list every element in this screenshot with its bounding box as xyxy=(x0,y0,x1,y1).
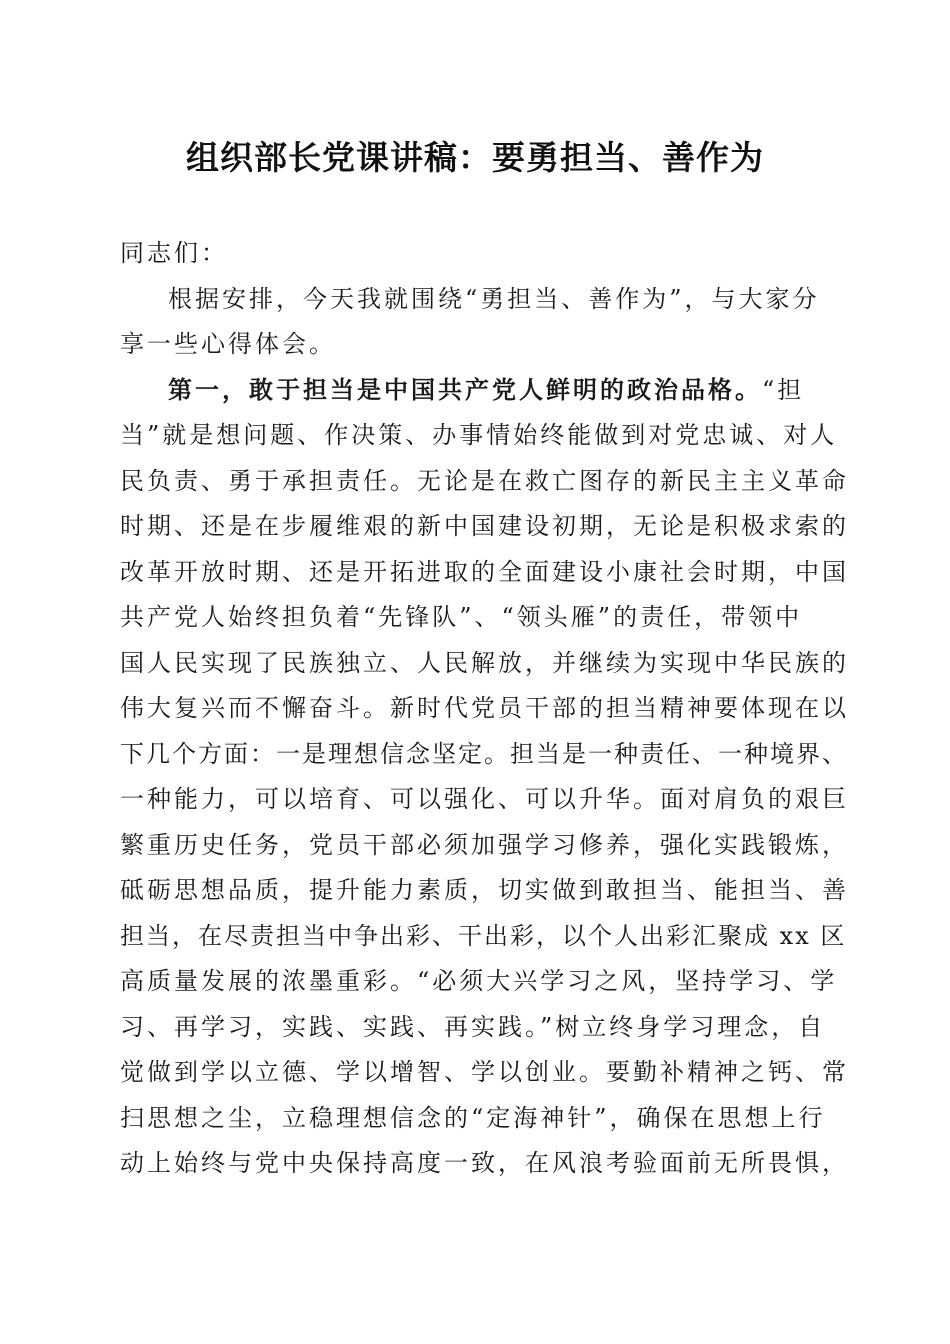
body-line-14: 习、再学习，实践、实践、再实践。”树立终身学习理念，自 xyxy=(120,1013,826,1041)
body-line-17: 动上始终与党中央保持高度一致，在风浪考验面前无所畏惧， xyxy=(120,1149,849,1177)
salutation: 同志们： xyxy=(120,239,228,267)
body-line-3: 时期、还是在步履维艰的新中国建设初期，无论是积极求索的 xyxy=(120,512,849,540)
body-line-12: 担当，在尽责担当中争出彩、干出彩，以个人出彩汇聚成 xx 区 xyxy=(120,922,847,950)
body-line-8: 下几个方面：一是理想信念坚定。担当是一种责任、一种境界、 xyxy=(120,740,848,768)
point1-first-line xyxy=(168,375,804,405)
point1-first-tail: “担 xyxy=(762,376,805,404)
body-line-13: 高质量发展的浓墨重彩。“必须大兴学习之风，坚持学习、学 xyxy=(120,967,838,995)
body-line-9: 一种能力，可以培育、可以强化、可以升华。面对肩负的艰巨 xyxy=(120,785,849,813)
document-title: 组织部长党课讲稿：要勇担当、善作为 xyxy=(186,138,764,177)
body-line-5: 共产党人始终担负着“先锋队”、“领头雁”的责任，带领中 xyxy=(120,603,803,631)
body-line-1: 当”就是想问题、作决策、办事情始终能做到对党忠诚、对人 xyxy=(120,421,838,449)
body-line-10: 繁重历史任务，党员干部必须加强学习修养，强化实践锻炼， xyxy=(120,831,849,859)
body-line-11: 砥砺思想品质，提升能力素质，切实做到敢担当、能担当、善 xyxy=(120,876,849,904)
body-line-7: 伟大复兴而不懈奋斗。新时代党员干部的担当精神要体现在以 xyxy=(120,694,849,722)
body-line-2: 民负责、勇于承担责任。无论是在救亡图存的新民主主义革命 xyxy=(120,467,849,495)
body-line-15: 觉做到学以立德、学以增智、学以创业。要勤补精神之钙、常 xyxy=(120,1058,849,1086)
body-line-6: 国人民实现了民族独立、人民解放，并继续为实现中华民族的 xyxy=(120,649,849,677)
body-line-16: 扫思想之尘，立稳理想信念的“定海神针”，确保在思想上行 xyxy=(120,1104,826,1132)
intro-line-2: 享一些心得体会。 xyxy=(120,330,336,358)
point1-lead: 第一，敢于担当是中国共产党人鲜明的政治品格。 xyxy=(168,375,762,404)
intro-line-1: 根据安排，今天我就围绕“勇担当、善作为”，与大家分 xyxy=(168,285,820,313)
body-line-4: 改革开放时期、还是开拓进取的全面建设小康社会时期，中国 xyxy=(120,558,849,586)
